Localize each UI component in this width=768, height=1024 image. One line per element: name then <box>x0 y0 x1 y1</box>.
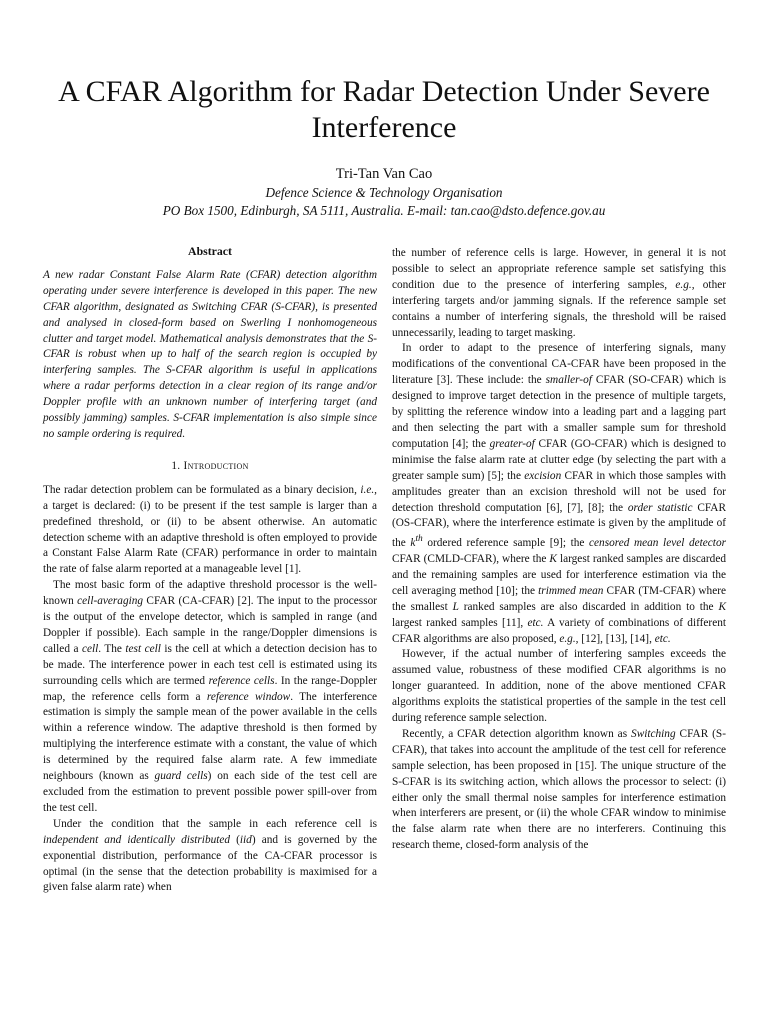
affiliation-organisation: Defence Science & Technology Organisation <box>265 185 503 200</box>
intro-paragraph-4: In order to adapt to the presence of interfering signals, many modifications of the conventional CA-CFAR have been proposed in the literature [3]. These include: the smaller-of CFAR (SO-CFAR) which is designed to improve target detection in the presence of multiple targets, by splitting the reference window into a leading part and a lagging part and then selecting the part with a smaller sample sum for threshold computation [4]; the greater-of CFAR (GO-CFAR) which is designed to minimise the false alarm rate at clutter edge (by selecting the part with a greater sample sum) [5]; the excision CFAR in which those samples with amplitudes greater than an excision threshold will not be used for detection threshold computation [6], [7], [8]; the order statistic CFAR (OS-CFAR), where the interference estimate is given by the amplitude of the $k^{th}$ ordered reference sample [9]; the censored mean level detector CFAR (CMLD-CFAR), where the K largest ranked samples are discarded and the remaining samples are used for interference estimation via the cell averaging method [10]; the trimmed mean CFAR (TM-CFAR) where the smallest L ranked samples are also discarded in addition to the K largest ranked samples [11], etc. A variety of combinations of different CFAR algorithms are also proposed, e.g., [12], [13], [14], etc. <box>392 342 726 645</box>
left-column <box>43 244 377 896</box>
intro-paragraph-2: The most basic form of the adaptive threshold processor is the well-known cell-averaging CFAR (CA-CFAR) [2]. The input to the processor is the output of the envelope detector, which is sampled in range (and Doppler if possible). Each sample in the range/Doppler dimensions is called a cell. The test cell is the cell at which a detection decision has to be made. The interference power in each test cell is estimated using its surrounding cells which are termed reference cells. In the range-Doppler map, the reference cells form a reference window. The interference estimation is simply the sample mean of the power available in the cells within a reference window. The adaptive threshold is then formed by multiplying the interference estimate with a constant, the value of which is determined by the required false alarm rate. A few immediate neighbours (known as guard cells) on each side of the test cell are excluded from the estimation to prevent possible power spill-over from the test cell. <box>43 579 378 814</box>
intro-paragraph-5: However, if the actual number of interfering samples exceeds the assumed value, robustness of these modified CFAR algorithms is no longer guaranteed. In addition, none of the above mentioned CFAR algorithms exploits the statistical properties of the sample in the test cell during reference sample selection. <box>392 648 726 725</box>
section-title: Introduction <box>183 459 249 472</box>
section-heading-introduction <box>43 459 377 475</box>
author-block <box>40 164 728 220</box>
affiliation-address: PO Box 1500, Edinburgh, SA 5111, Australia. E-mail: tan.cao@dsto.defence.gov.au <box>162 203 606 218</box>
section-number: 1. <box>171 459 181 472</box>
abstract-heading: Abstract <box>188 244 232 258</box>
author-name: Tri-Tan Van Cao <box>335 166 433 182</box>
intro-paragraph-6: Recently, a CFAR detection algorithm known as Switching CFAR (S-CFAR), that takes into account the amplitude of the test cell for reference sample selection, has been proposed in [15]. The unique structure of the S-CFAR is its switching action, which allows the processor to select: (i) either only the small thermal noise samples for interference estimation when interferers are present, or (ii) the whole CFAR window to minimise the false alarm rate when there are no interferers. Continuing this research theme, closed-form analysis of the <box>392 727 726 852</box>
intro-paragraph-1: The radar detection problem can be formulated as a binary decision, i.e., a target is declared: (i) to be present if the test sample is larger than a predefined threshold, or (ii) to be absent otherwise. An automatic detection scheme with an adaptive threshold is often employed to provide a Constant False Alarm Rate (CFAR) performance in order to maintain the rate of false alarm reported at a manageable level [1]. <box>43 483 377 576</box>
intro-paragraph-3: Under the condition that the sample in each reference cell is independent and identically distributed (iid) and is governed by the exponential distribution, performance of the CA-CFAR processor is optimal (in the sense that the detection probability is maximised for a given false alarm rate) when <box>43 817 378 894</box>
abstract-text: A new radar Constant False Alarm Rate (CFAR) detection algorithm operating under severe interference is developed in this paper. The new CFAR algorithm, designated as Switching CFAR (S-CFAR), is presented and analysed in closed-form based on Swerling I nonhomogeneous clutter and target model. Mathematical analysis demonstrates that the S-CFAR is robust when up to half of the search region is occupied by interfering samples. The S-CFAR algorithm is useful in applications where a radar performs detection in a clear region of its range and/or Doppler profile with an unknown number of interfering target (and possibly jamming) samples. S-CFAR implementation is also simple since no sample ordering is required. <box>43 268 377 440</box>
right-column <box>392 246 726 854</box>
intro-paragraph-3-continued: the number of reference cells is large. However, in general it is not possible to select an appropriate reference sample set satisfying this condition due to the presence of interfering samples, e.g., other interfering targets and/or jamming signals. If the reference sample set contains a number of interfering signals, the threshold will be raised unnecessarily, leading to target masking. <box>392 247 726 339</box>
paper-title: A CFAR Algorithm for Radar Detection Under Severe Interference <box>58 75 710 144</box>
